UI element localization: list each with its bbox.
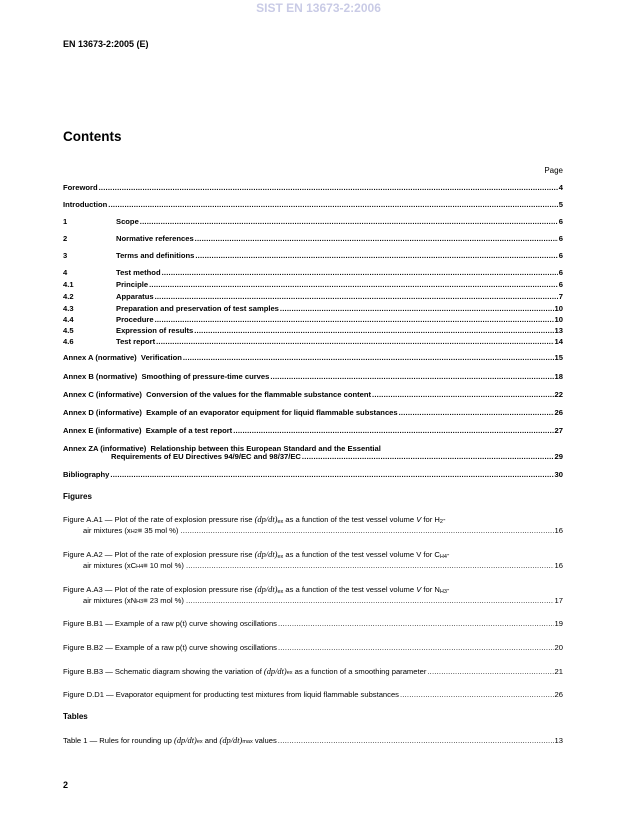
figure-page: 19	[554, 619, 563, 628]
table-formula: (dp/dt)	[174, 736, 197, 745]
toc-label: Introduction	[63, 200, 108, 209]
toc-label: Annex C (informative) Conversion of the values for the flammable substance content	[63, 390, 372, 399]
table-text: and	[202, 736, 220, 745]
toc-number: 4	[63, 268, 68, 277]
toc-entry[interactable]	[63, 251, 563, 261]
dot-leader	[99, 183, 558, 193]
figure-text: for N	[421, 585, 440, 594]
toc-page: 30	[554, 470, 563, 479]
subscript: ex	[277, 554, 284, 560]
toc-page: 29	[554, 452, 563, 461]
dot-leader	[399, 408, 554, 418]
toc-entry-annex-d[interactable]	[63, 408, 563, 418]
figure-text: Figure B.B2 — Example of a raw p(t) curve showing oscillations	[63, 643, 277, 652]
toc-entry-annex-a[interactable]	[63, 353, 563, 363]
toc-label: Foreword	[63, 183, 98, 192]
dot-leader	[110, 470, 553, 480]
toc-page: 7	[558, 292, 563, 301]
dot-leader	[280, 304, 554, 314]
toc-label: Annex E (informative) Example of a test report	[63, 426, 233, 435]
figure-text: Figure A.A2 — Plot of the rate of explosion pressure rise	[63, 550, 255, 559]
figure-text: as a function of a smoothing parameter	[292, 667, 427, 676]
table-text: Table 1 — Rules for rounding up	[63, 736, 175, 745]
toc-label: Scope	[116, 217, 139, 226]
dot-leader	[156, 337, 553, 347]
toc-page: 6	[558, 251, 563, 260]
dot-leader	[233, 426, 553, 436]
figure-entry[interactable]: Figure A.A2 — Plot of the rate of explosion pressure rise $(dp/dt)_{ex}$ as a function of the test vessel volume V for $C_{H4}-$ air mixtures (xC H4 ≡ 10 mol %) ..... 16	[63, 550, 563, 571]
toc-entry[interactable]	[63, 315, 563, 325]
toc-label: Expression of results	[116, 326, 194, 335]
figure-text: ≡ 23 mol %)	[143, 595, 184, 605]
toc-label: Annex B (normative) Smoothing of pressure-time curves	[63, 372, 270, 381]
toc-page: 27	[554, 426, 563, 435]
toc-label: Procedure	[116, 315, 154, 324]
subscript: H4	[439, 554, 447, 560]
toc-page: 6	[558, 217, 563, 226]
dot-leader	[195, 251, 557, 261]
toc-entry[interactable]	[63, 326, 563, 336]
figure-text: as a function of the test vessel volume V for C	[283, 550, 440, 559]
toc-label: Annex D (informative) Example of an evaporator equipment for liquid flammable substances	[63, 408, 398, 417]
dot-leader	[186, 561, 554, 572]
dot-leader	[194, 326, 553, 336]
dot-leader	[186, 596, 554, 607]
figures-heading: Figures	[63, 492, 92, 501]
page-title: Contents	[63, 129, 122, 144]
dot-leader	[302, 452, 554, 462]
toc-number: 4.1	[63, 280, 74, 289]
toc-label: Apparatus	[116, 292, 154, 301]
table-text: values	[252, 736, 277, 745]
toc-number: 4.6	[63, 337, 74, 346]
subscript: ex	[277, 589, 284, 595]
figure-text: air mixtures (x	[83, 525, 131, 535]
toc-label: Test report	[116, 337, 156, 346]
dot-leader	[427, 667, 553, 677]
figure-text: Figure B.B3 — Schematic diagram showing the variation of	[63, 667, 264, 676]
toc-page: 6	[558, 234, 563, 243]
toc-entry-annex-e[interactable]	[63, 426, 563, 436]
toc-entry[interactable]	[63, 304, 563, 314]
table-page: 13	[554, 736, 563, 745]
figure-text: Figure A.A1 — Plot of the rate of explosion pressure rise	[63, 515, 255, 524]
figure-formula: (dp/dt)	[254, 515, 278, 524]
figure-text: -	[446, 550, 450, 559]
figure-page: 16	[554, 525, 563, 535]
figure-entry[interactable]: Figure A.A3 — Plot of the rate of explosion pressure rise $(dp/dt)_{ex}$ as a function of the test vessel volume V for $N_{H3}-$ air mixtures (xN H3 ≡ 23 mol %) ..... 17	[63, 585, 563, 606]
figure-text: Figure A.A3 — Plot of the rate of explosion pressure rise	[63, 585, 255, 594]
figure-formula: (dp/dt)	[254, 585, 278, 594]
toc-label: Annex A (normative) Verification	[63, 353, 182, 362]
figure-text: ≡ 10 mol %)	[143, 560, 184, 570]
toc-page: 5	[558, 200, 563, 209]
toc-entry[interactable]	[63, 268, 563, 278]
toc-label: Terms and definitions	[116, 251, 195, 260]
toc-page: 6	[558, 268, 563, 277]
figure-variable: V	[416, 515, 422, 524]
toc-entry-foreword[interactable]	[63, 183, 563, 193]
dot-leader	[108, 200, 557, 210]
figure-page: 16	[554, 560, 563, 570]
dot-leader	[162, 268, 558, 278]
figure-text: Figure D.D1 — Evaporator equipment for producting test mixtures from liquid flammable substances	[63, 690, 399, 699]
toc-page: 10	[554, 315, 563, 324]
toc-page: 18	[554, 372, 563, 381]
dot-leader	[183, 353, 554, 363]
dot-leader	[180, 526, 553, 537]
dot-leader	[400, 690, 554, 700]
figure-entry[interactable]	[63, 643, 563, 653]
toc-entry-annex-za-continued[interactable]	[111, 452, 563, 462]
page-column-label: Page	[544, 166, 563, 175]
figure-page: 20	[554, 643, 563, 652]
toc-entry[interactable]	[63, 280, 563, 290]
toc-page: 6	[558, 280, 563, 289]
figure-text: air mixtures (xN	[83, 595, 137, 605]
toc-entry-annex-b[interactable]	[63, 372, 563, 382]
dot-leader	[155, 292, 558, 302]
toc-number: 3	[63, 251, 68, 260]
figure-text: Figure B.B1 — Example of a raw p(t) curve showing oscillations	[63, 619, 277, 628]
figure-page: 21	[554, 667, 563, 676]
dot-leader	[372, 390, 554, 400]
toc-entry[interactable]	[63, 234, 563, 244]
subscript: 2	[439, 519, 443, 525]
toc-number: 4.5	[63, 326, 74, 335]
dot-leader	[155, 315, 554, 325]
toc-entry[interactable]	[63, 292, 563, 302]
subscript: H3	[439, 589, 447, 595]
dot-leader	[278, 643, 554, 653]
figure-text: -	[442, 515, 446, 524]
toc-page: 22	[554, 390, 563, 399]
tables-heading: Tables	[63, 712, 88, 721]
dot-leader	[270, 372, 553, 382]
figure-formula: (dp/dt)	[254, 550, 278, 559]
figure-text: -	[446, 585, 450, 594]
figure-text: for H	[421, 515, 440, 524]
toc-label: Annex ZA (informative) Relationship between this European Standard and the Essential	[63, 444, 381, 453]
figure-text: as a function of the test vessel volume	[283, 585, 417, 594]
dot-leader	[195, 234, 558, 244]
toc-page: 13	[554, 326, 563, 335]
toc-page: 26	[554, 408, 563, 417]
table-formula: (dp/dt)	[219, 736, 243, 745]
dot-leader	[278, 736, 554, 746]
figure-text: as a function of the test vessel volume	[283, 515, 417, 524]
toc-label: Test method	[116, 268, 161, 277]
toc-page: 4	[558, 183, 563, 192]
toc-number: 4.2	[63, 292, 74, 301]
toc-entry-annex-c[interactable]	[63, 390, 563, 400]
figure-entry[interactable]	[63, 690, 563, 700]
figure-entry[interactable]: Figure B.B3 — Schematic diagram showing the variation of (dp/dt) ex as a function of a smoothing parameter ..... 21	[63, 667, 563, 677]
figure-entry[interactable]: Figure A.A1 — Plot of the rate of explosion pressure rise $(dp/dt)_{ex}$ as a function of the test vessel volume V for $H_2-$ air mixtures (x H2 ≡ 35 mol %) ..... 16	[63, 515, 563, 536]
toc-entry[interactable]	[63, 217, 563, 227]
figure-variable: V	[416, 585, 422, 594]
dot-leader	[149, 280, 558, 290]
toc-label: Requirements of EU Directives 94/9/EC and 98/37/EC	[111, 452, 301, 461]
toc-label: Bibliography	[63, 470, 110, 479]
figure-page: 17	[554, 595, 563, 605]
toc-label: Principle	[116, 280, 149, 289]
figure-entry[interactable]	[63, 619, 563, 629]
figure-text: ≡ 35 mol %)	[137, 525, 179, 535]
figure-formula: (dp/dt)	[263, 667, 287, 676]
toc-label: Preparation and preservation of test samples	[116, 304, 279, 313]
watermark: SIST EN 13673-2:2006	[256, 1, 381, 15]
toc-number: 1	[63, 217, 68, 226]
table-entry[interactable]: Table 1 — Rules for rounding up (dp/dt) ex and (dp/dt) max values ..... 13	[63, 736, 563, 746]
document-header: EN 13673-2:2005 (E)	[63, 39, 149, 49]
toc-number: 2	[63, 234, 68, 243]
figure-text: air mixtures (xC	[83, 560, 137, 570]
toc-number: 4.3	[63, 304, 74, 313]
dot-leader	[278, 619, 554, 629]
toc-page: 15	[554, 353, 563, 362]
figure-page: 26	[554, 690, 563, 699]
toc-page: 14	[554, 337, 563, 346]
dot-leader	[140, 217, 558, 227]
toc-page: 10	[554, 304, 563, 313]
toc-entry-introduction[interactable]	[63, 200, 563, 210]
subscript: ex	[277, 519, 284, 525]
page-number: 2	[63, 780, 69, 790]
toc-entry-bibliography[interactable]	[63, 470, 563, 480]
toc-number: 4.4	[63, 315, 74, 324]
toc-entry[interactable]	[63, 337, 563, 347]
toc-label: Normative references	[116, 234, 194, 243]
